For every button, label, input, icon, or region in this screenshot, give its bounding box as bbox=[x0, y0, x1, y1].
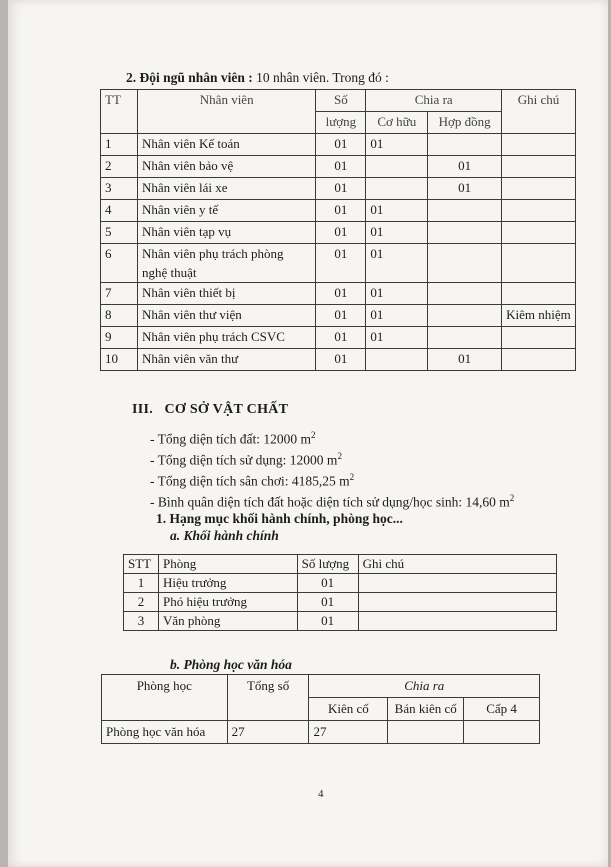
bullet-text: - Tổng diện tích sân chơi: 4185,25 m bbox=[150, 473, 350, 489]
table-row bbox=[101, 283, 576, 305]
header-room: Phòng học bbox=[102, 675, 228, 721]
cell-name: Nhân viên thiết bị bbox=[137, 283, 315, 305]
table-row bbox=[101, 222, 576, 244]
cell-tt: 3 bbox=[101, 178, 138, 200]
cell-permanent: 01 bbox=[366, 305, 428, 327]
cell-room: Phòng học văn hóa bbox=[102, 721, 228, 744]
cell-count: 01 bbox=[316, 200, 366, 222]
cell-count: 01 bbox=[297, 612, 358, 631]
cell-tt: 4 bbox=[101, 200, 138, 222]
cell-contract: 01 bbox=[428, 178, 502, 200]
cell-contract bbox=[428, 327, 502, 349]
cell-tt: 2 bbox=[101, 156, 138, 178]
admin-rooms-table bbox=[123, 554, 557, 631]
cell-contract: 01 bbox=[428, 156, 502, 178]
cell-note bbox=[502, 222, 576, 244]
superscript: 2 bbox=[509, 493, 515, 503]
header-grade4: Cấp 4 bbox=[464, 698, 540, 721]
header-breakdown: Chia ra bbox=[309, 675, 540, 698]
cell-note bbox=[502, 327, 576, 349]
table-row bbox=[124, 593, 557, 612]
table-row bbox=[102, 721, 540, 744]
cell-note bbox=[502, 244, 576, 283]
cell-semi bbox=[388, 721, 464, 744]
cell-room: Văn phòng bbox=[158, 612, 297, 631]
subsection-b-heading: b. Phòng học văn hóa bbox=[170, 657, 292, 672]
cell-name: Nhân viên thư viện bbox=[137, 305, 315, 327]
bullet-text: - Bình quân diện tích đất hoặc diện tích sử dụng/học sinh: 14,60 m bbox=[150, 494, 510, 510]
section-2-heading bbox=[126, 70, 389, 86]
superscript: 2 bbox=[337, 451, 342, 461]
cell-tt: 9 bbox=[101, 327, 138, 349]
cell-note bbox=[502, 349, 576, 371]
cell-stt: 3 bbox=[124, 612, 159, 631]
table-row bbox=[101, 349, 576, 371]
cell-contract bbox=[428, 283, 502, 305]
cell-room: Phó hiệu trưởng bbox=[158, 593, 297, 612]
cell-note bbox=[502, 178, 576, 200]
cell-note bbox=[358, 612, 556, 631]
header-count: Số lượng bbox=[297, 555, 358, 574]
cell-contract bbox=[428, 200, 502, 222]
cell-name: Nhân viên phụ trách phòng nghệ thuật bbox=[137, 244, 315, 283]
header-contract: Hợp đồng bbox=[428, 112, 502, 134]
cell-count: 01 bbox=[316, 305, 366, 327]
cell-permanent: 01 bbox=[366, 200, 428, 222]
superscript: 2 bbox=[349, 472, 355, 482]
header-room: Phòng bbox=[158, 555, 297, 574]
cell-permanent: 01 bbox=[366, 327, 428, 349]
area-bullet-list bbox=[150, 425, 514, 509]
superscript: 2 bbox=[310, 430, 316, 440]
table-row bbox=[101, 156, 576, 178]
cell-name: Nhân viên y tế bbox=[137, 200, 315, 222]
cell-contract bbox=[428, 305, 502, 327]
cell-count: 01 bbox=[316, 222, 366, 244]
subsection-a-heading: a. Khối hành chính bbox=[170, 528, 279, 543]
cell-grade4 bbox=[464, 721, 540, 744]
page-number: 4 bbox=[318, 788, 324, 800]
cell-count: 01 bbox=[316, 178, 366, 200]
cell-contract bbox=[428, 134, 502, 156]
cell-count: 01 bbox=[316, 349, 366, 371]
table-row bbox=[101, 327, 576, 349]
cell-contract bbox=[428, 222, 502, 244]
subsection-1-heading: 1. Hạng mục khối hành chính, phòng học... bbox=[156, 511, 403, 526]
header-tt: TT bbox=[101, 90, 138, 134]
cell-contract: 01 bbox=[428, 349, 502, 371]
cell-name: Nhân viên tạp vụ bbox=[137, 222, 315, 244]
cell-count: 01 bbox=[316, 327, 366, 349]
cell-name: Nhân viên Kế toán bbox=[137, 134, 315, 156]
cell-count: 01 bbox=[316, 244, 366, 283]
section-3-heading: III. CƠ SỞ VẬT CHẤT bbox=[132, 402, 289, 417]
header-note: Ghi chú bbox=[358, 555, 556, 574]
header-total: Tổng số bbox=[227, 675, 309, 721]
cell-tt: 7 bbox=[101, 283, 138, 305]
cell-permanent: 01 bbox=[366, 134, 428, 156]
table-row bbox=[101, 305, 576, 327]
cell-name: Nhân viên phụ trách CSVC bbox=[137, 327, 315, 349]
cell-contract bbox=[428, 244, 502, 283]
cell-note: Kiêm nhiệm bbox=[502, 305, 576, 327]
cell-tt: 1 bbox=[101, 134, 138, 156]
table-row bbox=[124, 574, 557, 593]
cell-room: Hiệu trưởng bbox=[158, 574, 297, 593]
document-page bbox=[8, 0, 608, 867]
cell-count: 01 bbox=[316, 156, 366, 178]
table-row bbox=[101, 200, 576, 222]
table-row bbox=[101, 178, 576, 200]
cell-count: 01 bbox=[316, 134, 366, 156]
cell-tt: 6 bbox=[101, 244, 138, 283]
header-note: Ghi chú bbox=[502, 90, 576, 134]
list-item bbox=[150, 488, 514, 509]
table-row bbox=[124, 612, 557, 631]
header-count-2: lượng bbox=[316, 112, 366, 134]
cell-note bbox=[358, 574, 556, 593]
cell-permanent: 01 bbox=[366, 283, 428, 305]
header-solid: Kiên cố bbox=[309, 698, 388, 721]
header-semi: Bán kiên cố bbox=[388, 698, 464, 721]
cell-permanent bbox=[366, 156, 428, 178]
cell-tt: 5 bbox=[101, 222, 138, 244]
cell-count: 01 bbox=[316, 283, 366, 305]
table-row bbox=[101, 244, 576, 283]
table-row bbox=[101, 134, 576, 156]
cell-count: 01 bbox=[297, 574, 358, 593]
header-staff: Nhân viên bbox=[137, 90, 315, 134]
cell-total: 27 bbox=[227, 721, 309, 744]
cell-tt: 8 bbox=[101, 305, 138, 327]
staff-table bbox=[100, 89, 576, 371]
header-stt: STT bbox=[124, 555, 159, 574]
list-item bbox=[150, 446, 514, 467]
header-breakdown: Chia ra bbox=[366, 90, 502, 112]
cell-name: Nhân viên văn thư bbox=[137, 349, 315, 371]
cell-name: Nhân viên bảo vệ bbox=[137, 156, 315, 178]
list-item bbox=[150, 425, 514, 446]
cell-note bbox=[358, 593, 556, 612]
bullet-text: - Tổng diện tích sử dụng: 12000 m bbox=[150, 452, 338, 468]
cell-name: Nhân viên lái xe bbox=[137, 178, 315, 200]
section-2-prefix: 2. Đội ngũ nhân viên : bbox=[126, 70, 257, 85]
cell-permanent: 01 bbox=[366, 244, 428, 283]
cell-permanent bbox=[366, 349, 428, 371]
cell-note bbox=[502, 156, 576, 178]
cell-note bbox=[502, 283, 576, 305]
cell-solid: 27 bbox=[309, 721, 388, 744]
header-permanent: Cơ hữu bbox=[366, 112, 428, 134]
cell-permanent: 01 bbox=[366, 222, 428, 244]
cell-note bbox=[502, 200, 576, 222]
bullet-text: - Tổng diện tích đất: 12000 m bbox=[150, 431, 311, 447]
section-2-rest: 10 nhân viên. Trong đó : bbox=[256, 70, 389, 85]
cell-count: 01 bbox=[297, 593, 358, 612]
classrooms-table bbox=[101, 674, 540, 744]
cell-note bbox=[502, 134, 576, 156]
list-item bbox=[150, 467, 514, 488]
cell-permanent bbox=[366, 178, 428, 200]
cell-stt: 1 bbox=[124, 574, 159, 593]
cell-stt: 2 bbox=[124, 593, 159, 612]
header-count-1: Số bbox=[316, 90, 366, 112]
cell-tt: 10 bbox=[101, 349, 138, 371]
